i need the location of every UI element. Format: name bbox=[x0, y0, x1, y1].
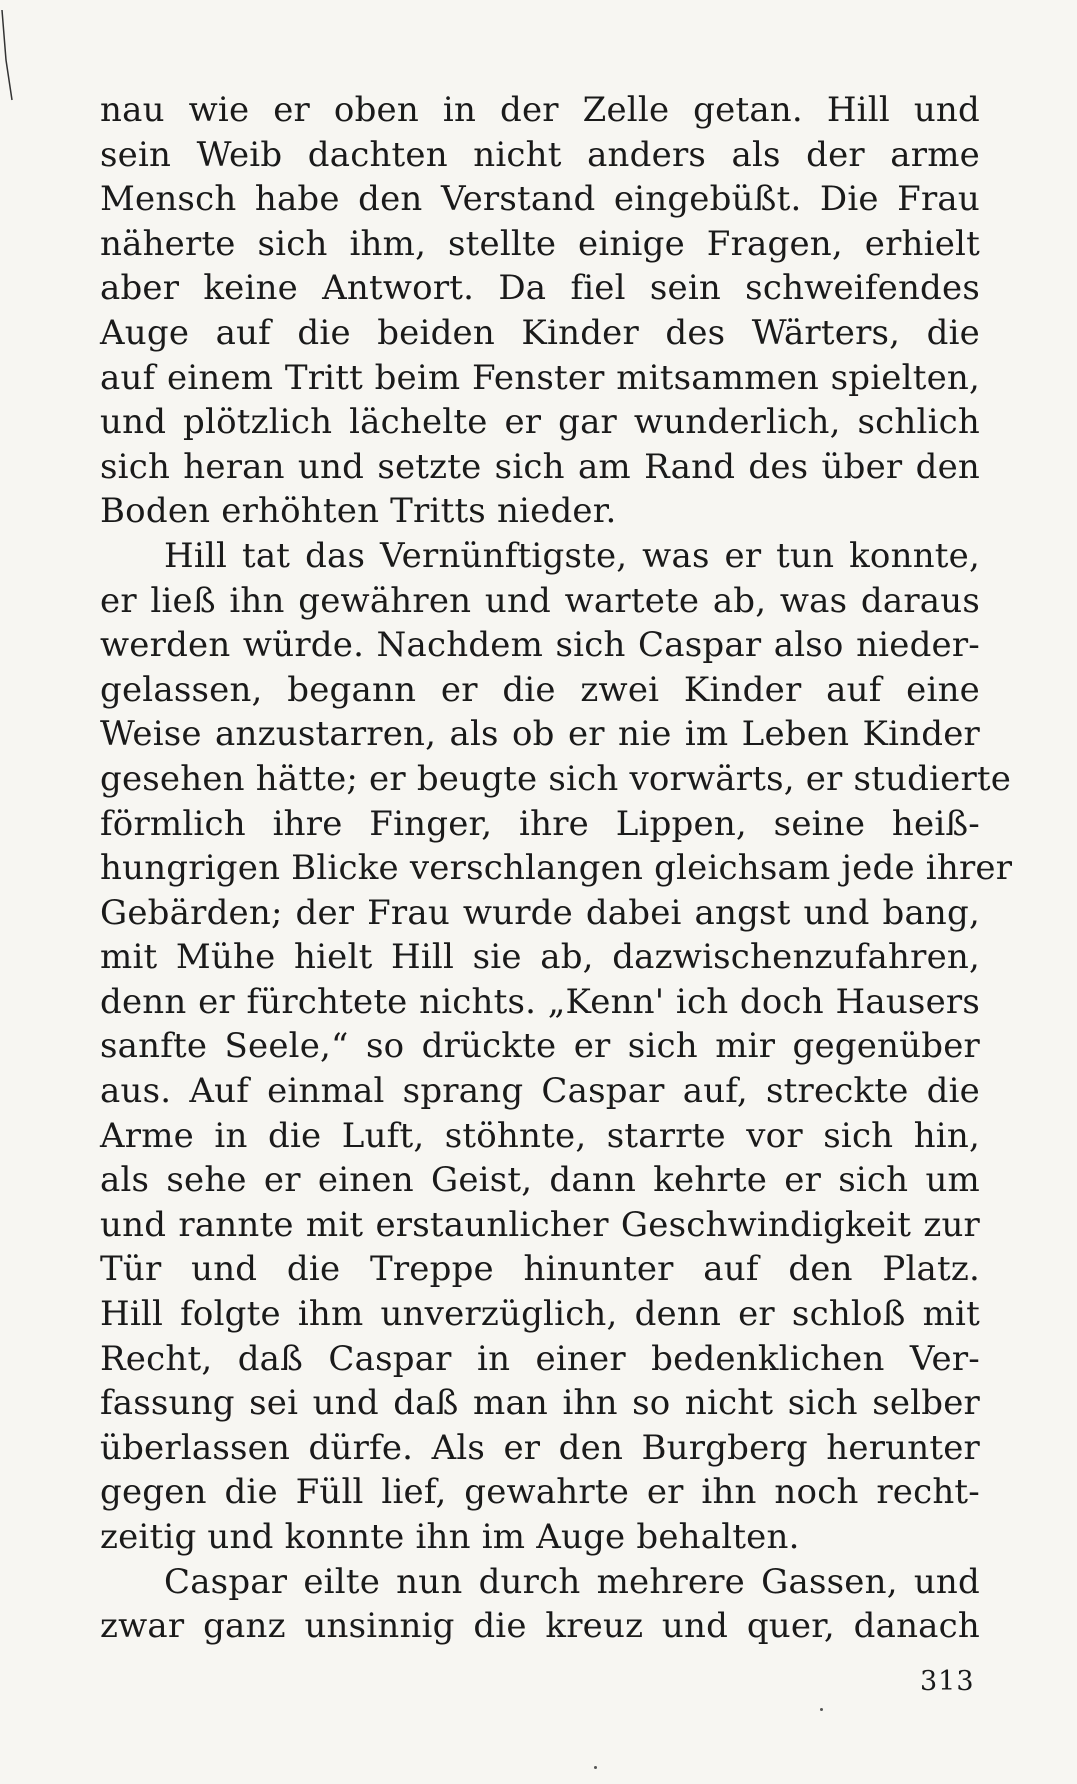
text-line: näherte sich ihm, stellte einige Fragen, erhielt bbox=[100, 223, 980, 264]
text-line: und plötzlich lächelte er gar wunderlich, schlich bbox=[100, 402, 980, 443]
text-line: gesehen hätte; er beugte sich vorwärts, er studierte bbox=[100, 758, 1012, 799]
text-line: Arme in die Luft, stöhnte, starrte vor sich hin, bbox=[100, 1115, 980, 1156]
text-line: Tür und die Treppe hinunter auf den Platz. bbox=[100, 1249, 980, 1290]
text-line: fassung sei und daß man ihn so nicht sich selber bbox=[100, 1383, 980, 1424]
text-line: zeitig und konnte ihn im Auge behalten. bbox=[100, 1517, 800, 1557]
text-line: er ließ ihn gewähren und wartete ab, was daraus bbox=[100, 580, 980, 621]
text-line: zwar ganz unsinnig die kreuz und quer, danach bbox=[100, 1606, 980, 1647]
text-line: Auge auf die beiden Kinder des Wärters, die bbox=[100, 312, 980, 353]
text-line: sich heran und setzte sich am Rand des über den bbox=[100, 446, 980, 487]
body-text bbox=[100, 88, 1013, 1649]
text-line: Recht, daß Caspar in einer bedenklichen Ver- bbox=[100, 1338, 980, 1379]
text-line: aber keine Antwort. Da fiel sein schweifendes bbox=[100, 268, 980, 309]
text-line: sein Weib dachten nicht anders als der arme bbox=[100, 134, 980, 175]
text-line: Gebärden; der Frau wurde dabei angst und bang, bbox=[100, 892, 980, 933]
text-line: Mensch habe den Verstand eingebüßt. Die Frau bbox=[100, 179, 980, 220]
print-speck bbox=[820, 1708, 823, 1711]
text-line: Hill folgte ihm unverzüglich, denn er schloß mit bbox=[100, 1294, 980, 1335]
text-line: aus. Auf einmal sprang Caspar auf, streckte die bbox=[100, 1071, 980, 1112]
text-line: überlassen dürfe. Als er den Burgberg herunter bbox=[100, 1427, 980, 1468]
text-line: nau wie er oben in der Zelle getan. Hill und bbox=[100, 90, 980, 130]
text-line: als sehe er einen Geist, dann kehrte er sich um bbox=[100, 1160, 980, 1201]
text-line: denn er fürchtete nichts. „Kenn' ich doch Hausers bbox=[100, 981, 980, 1022]
text-line: gelassen, begann er die zwei Kinder auf eine bbox=[100, 669, 980, 710]
text-line: auf einem Tritt beim Fenster mitsammen spielten, bbox=[100, 357, 980, 398]
text-line: mit Mühe hielt Hill sie ab, dazwischenzufahren, bbox=[100, 937, 980, 978]
text-line: werden würde. Nachdem sich Caspar also nieder- bbox=[100, 625, 980, 666]
paragraph-first-line: Hill tat das Vernünftigste, was er tun konnte, bbox=[164, 535, 980, 576]
text-line: hungrigen Blicke verschlangen gleichsam jede ihrer bbox=[100, 848, 1013, 889]
text-line: Boden erhöhten Tritts nieder. bbox=[100, 491, 617, 532]
page-edge-mark bbox=[0, 0, 30, 120]
text-line: Weise anzustarren, als ob er nie im Leben Kinder bbox=[100, 714, 980, 755]
text-line: förmlich ihre Finger, ihre Lippen, seine heiß- bbox=[100, 803, 980, 844]
text-line: gegen die Füll lief, gewahrte er ihn noch recht- bbox=[100, 1472, 980, 1513]
page-number: 313 bbox=[920, 1666, 975, 1697]
print-speck bbox=[594, 1766, 597, 1769]
paragraph-first-line: Caspar eilte nun durch mehrere Gassen, und bbox=[164, 1561, 980, 1602]
text-line: und rannte mit erstaunlicher Geschwindigkeit zur bbox=[100, 1204, 980, 1245]
text-line: sanfte Seele,“ so drückte er sich mir gegenüber bbox=[100, 1026, 980, 1067]
